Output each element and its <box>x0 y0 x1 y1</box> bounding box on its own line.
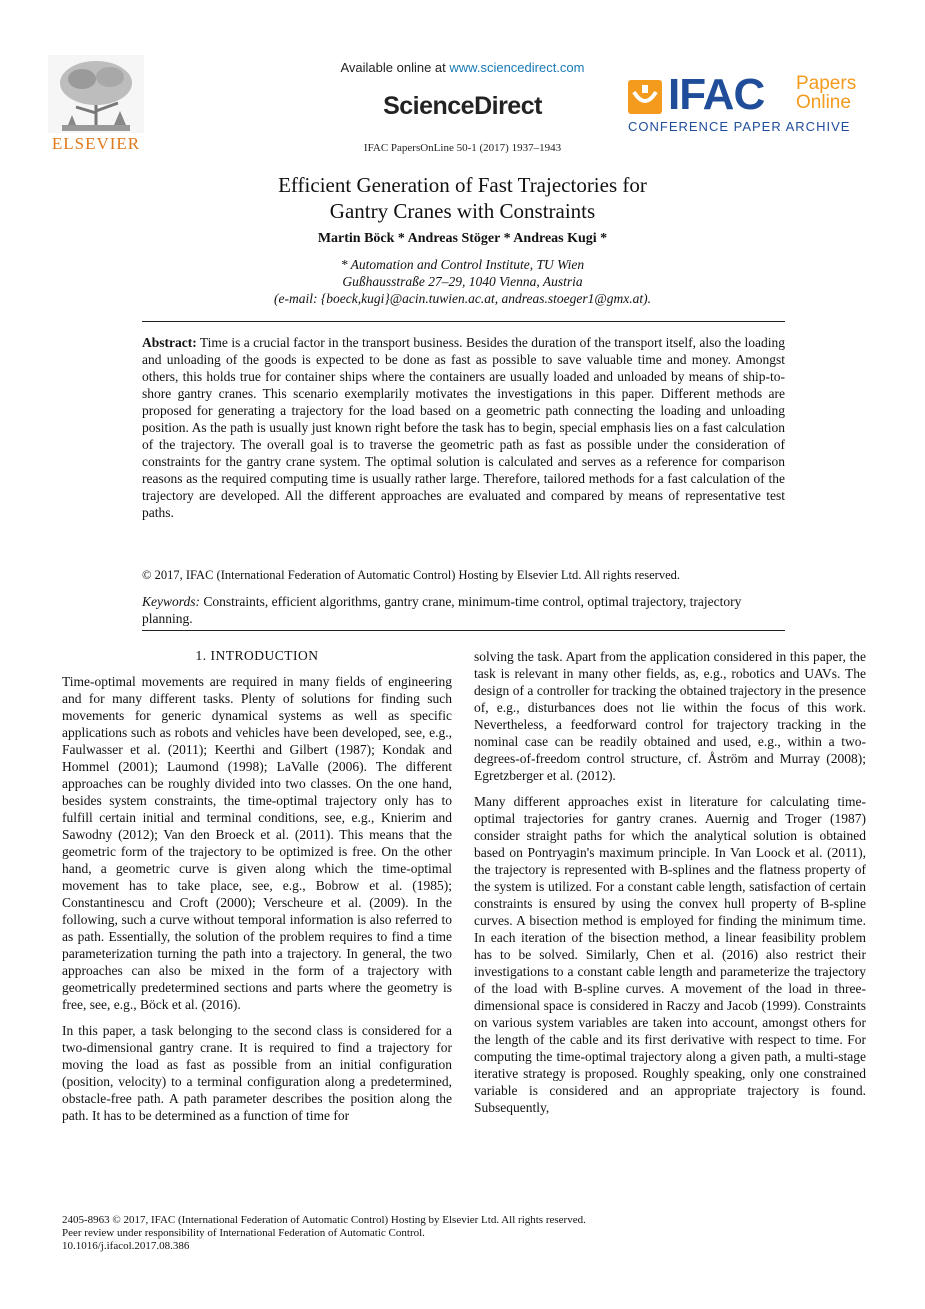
ifac-wordmark: IFAC <box>668 70 765 119</box>
abstract-label: Abstract: <box>142 335 197 350</box>
keywords-text: Constraints, efficient algorithms, gantry crane, minimum-time control, optimal trajectory, trajectory planning. <box>142 594 742 626</box>
abstract-bottom-rule <box>142 630 785 631</box>
footer <box>62 1214 862 1253</box>
ifac-online-text: Online <box>796 92 851 113</box>
section-heading-introduction: 1. INTRODUCTION <box>195 648 319 663</box>
affiliation-line-1: * Automation and Control Institute, TU Wien <box>340 257 585 272</box>
abstract-top-rule <box>142 321 785 322</box>
ifac-archive-label: CONFERENCE PAPER ARCHIVE <box>628 119 851 134</box>
ifac-emblem-icon <box>628 80 662 114</box>
title-line-2: Gantry Cranes with Constraints <box>329 199 596 223</box>
paragraph: Many different approaches exist in literature for calculating time-optimal trajectories for gantry cranes. Auernig and Troger (1987) consider straight paths for which the analytical solution is obtained based on Pontryagin's maximum principle. In Van Loock et al. (2011), the trajectory is represented with B-splines and the flatness property of the system is utilized. For a constant cable length, satisfaction of certain constraints is ensured by using the convex hull property of B-spline curves. A bisection method is employed for finding the minimum time. In each iteration of the bisection method, a linear feasibility problem has to be solved. Similarly, Chen et al. (2016) also restrict their investigations to a constant cable length and parameterize the trajectory of the load with B-spline curves. A movement of the load in three-dimensional space is considered in Raczy and Jacob (1999). Constraints on various system variables are taken into account, amongst others for the length of the cable and its first derivative with respect to time. For computing the time-optimal trajectory along a given path, a multi-stage iterative strategy is proposed. Roughly speaking, only one constrained variable is considered and an appropriate trajectory is found. Subsequently, <box>474 794 866 1115</box>
right-column <box>474 648 866 1125</box>
available-text: Available online at <box>340 60 450 75</box>
keywords <box>142 593 785 627</box>
footer-peer-review: Peer review under responsibility of International Federation of Automatic Control. <box>62 1227 425 1239</box>
ifac-papers-text: Papers <box>796 73 857 94</box>
left-column <box>62 673 452 1133</box>
paragraph: In this paper, a task belonging to the second class is considered for a two-dimensional gantry crane. It is required to find a trajectory for moving the load as fast as possible from an initial configuration (position, velocity) to a terminal configuration along a predetermined, obstacle-free path. A path parameter describes the position along the path. It has to be determined as a function of time for <box>62 1023 452 1123</box>
affiliation <box>0 256 925 307</box>
title-line-1: Efficient Generation of Fast Trajectories for <box>278 173 647 197</box>
keywords-label: Keywords: <box>142 594 200 609</box>
paragraph: solving the task. Apart from the application considered in this paper, the task is relevant in many other fields, as, e.g., robotics and UAVs. The design of a controller for tracking the obtained trajectory in the presence of, e.g., disturbances does not lie within the focus of this work. Nevertheless, a feedforward control for trajectory tracking in the nominal case can be readily obtained and used, e.g., within a two-degrees-of-freedom control structure, cf. Åström and Murray (2008); Egretzberger et al. (2012). <box>474 649 866 783</box>
journal-reference: IFAC PapersOnLine 50-1 (2017) 1937–1943 <box>363 142 562 154</box>
affiliation-line-2: Gußhausstraße 27–29, 1040 Vienna, Austria <box>342 274 583 289</box>
abstract-text: Time is a crucial factor in the transport business. Besides the duration of the transport itself, also the loading and unloading of the goods is expected to be done as fast as possible to save valuable time and money. Amongst others, this holds true for container ships where the containers are usually loaded and unloaded by means of ship-to-shore gantry cranes. This scenario exemplarily motivates the investigations in this paper. Different methods are proposed for generating a trajectory for the load based on a geometric path connecting the loading and unloading position. As the path is usually just known right before the task has to begin, special emphasis lies on a fast calculation of the trajectory. The overall goal is to traverse the geometric path as fast as possible under the consideration of constraints for the gantry crane system. The optimal solution is calculated and serves as a reference for comparison reasons as the required computing time is usually rather large. Therefore, tailored methods for a fast calculation of the trajectory are developed. All the different approaches are evaluated and compared by means of representative test paths. <box>142 335 785 520</box>
copyright-notice: © 2017, IFAC (International Federation of Automatic Control) Hosting by Elsevier Ltd. All rights reserved. <box>142 568 680 582</box>
affiliation-line-3: (e-mail: {boeck,kugi}@acin.tuwien.ac.at, andreas.stoeger1@gmx.at). <box>273 291 652 306</box>
ifac-papers-online <box>796 74 856 112</box>
footer-doi[interactable]: 10.1016/j.ifacol.2017.08.386 <box>62 1240 190 1252</box>
elsevier-wordmark: ELSEVIER <box>51 134 141 153</box>
paper-title <box>0 172 925 224</box>
authors: Martin Böck * Andreas Stöger * Andreas Kugi * <box>317 231 608 246</box>
footer-issn-line: 2405-8963 © 2017, IFAC (International Federation of Automatic Control) Hosting by Elsevier Ltd. All rights reserved. <box>62 1214 586 1226</box>
sciencedirect-logo: ScienceDirect <box>383 92 542 120</box>
sciencedirect-link[interactable]: www.sciencedirect.com <box>449 60 585 75</box>
abstract <box>142 334 785 521</box>
paragraph: Time-optimal movements are required in many fields of engineering and for many different tasks. Plenty of solutions for finding such movements for generic dynamical systems as well as specific applications such as robots and vehicles have been developed, see, e.g., Faulwasser et al. (2011); Keerthi and Gilbert (1987); Kondak and Hommel (2001); Laumond (1998); LaValle (2006). The different approaches can be roughly divided into two classes. On the one hand, besides system constraints, the time-optimal trajectory only has to fulfill certain initial and terminal conditions, see, e.g., Knierim and Sawodny (2012); Van den Broeck et al. (2011). This means that the geometric form of the trajectory to be optimized is free. On the other hand, a geometric curve is given along which the time-optimal movement has to take place, see, e.g., Bobrow et al. (1985); Constantinescu and Croft (2000); Verscheure et al. (2009). In the following, such a curve without temporal information is also referred to as path. Essentially, the solution of the problem requires to find a time parameterization turning the path into a trajectory. In general, the two approaches can also be mixed in the form of a trajectory with geometrically predetermined sections and parts where the geometry is free, see, e.g., Böck et al. (2016). <box>62 674 452 1012</box>
